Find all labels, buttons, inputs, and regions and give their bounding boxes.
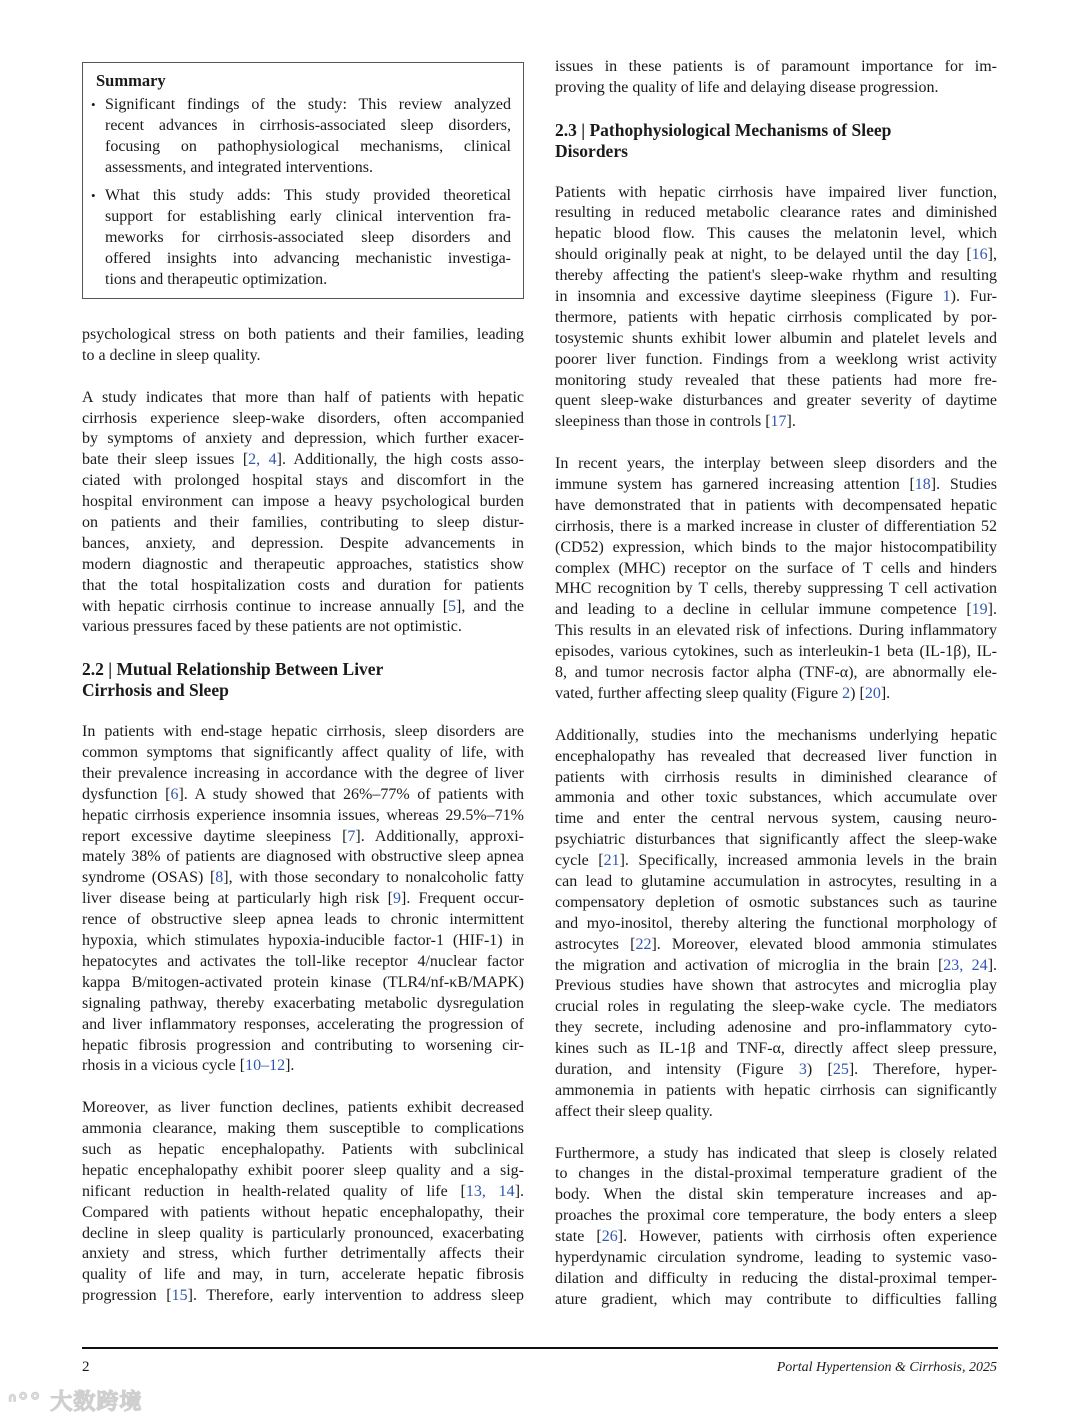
text-line bbox=[555, 454, 997, 475]
text-line bbox=[82, 346, 524, 367]
text-line bbox=[82, 325, 524, 346]
line-text: hyperdynamic circulation syndrome, leading to systemic vaso- bbox=[555, 1248, 997, 1266]
text-line bbox=[555, 57, 997, 78]
paragraph bbox=[555, 726, 997, 1123]
text-line bbox=[555, 371, 997, 392]
line-text: kines such as IL-1β and TNF-α, directly affect sleep pressure, bbox=[555, 1040, 997, 1058]
line-text: Previous studies have shown that astrocytes and microglia play bbox=[555, 977, 997, 995]
text-line bbox=[555, 788, 997, 809]
line-text: hepatocytes and activates the toll-like receptor 4/nuclear factor bbox=[82, 952, 524, 970]
text-line bbox=[555, 78, 997, 99]
summary-line bbox=[105, 270, 511, 291]
citation-link[interactable]: 7 bbox=[347, 827, 356, 845]
text-line bbox=[555, 1164, 997, 1185]
text-line bbox=[555, 747, 997, 768]
line-text: episodes, various cytokines, such as interleukin-1 beta (IL-1β), IL- bbox=[555, 643, 997, 661]
citation-link[interactable]: 15 bbox=[171, 1287, 188, 1305]
paragraph bbox=[82, 722, 524, 1077]
line-text: mately 38% of patients are diagnosed with obstructive sleep apnea bbox=[82, 848, 524, 866]
text-line bbox=[82, 1161, 524, 1182]
line-text: body. When the distal skin temperature increases and ap- bbox=[555, 1186, 997, 1204]
text-line bbox=[82, 597, 524, 618]
line-text: the migration and activation of microglia in the brain [23, 24]. bbox=[555, 956, 998, 974]
line-text: decline in sleep quality is particularly pronounced, exacerbating bbox=[82, 1224, 524, 1242]
text-line bbox=[555, 1248, 997, 1269]
line-text: assessments, and integrated interventions. bbox=[105, 158, 373, 176]
citation-link[interactable]: 17 bbox=[770, 413, 787, 431]
line-text: compensatory depletion of osmotic substances such as taurine bbox=[555, 893, 997, 911]
line-text: sleepiness than those in controls [17]. bbox=[555, 413, 796, 431]
line-text: various pressures faced by these patients are not optimistic. bbox=[82, 618, 462, 636]
text-line bbox=[82, 827, 524, 848]
text-line bbox=[82, 1119, 524, 1140]
line-text: hepatic encephalopathy exhibit poorer sleep quality and a sig- bbox=[82, 1161, 524, 1179]
line-text: 2.2 | Mutual Relationship Between Liver bbox=[82, 659, 384, 680]
line-text: and liver inflammatory responses, accelerating the progression of bbox=[82, 1015, 524, 1033]
text-line bbox=[555, 1206, 997, 1227]
line-text: dilation and difficulty in reducing the distal-proximal temper- bbox=[555, 1269, 997, 1287]
line-text: hypoxia, which stimulates hypoxia-inducible factor-1 (HIF-1) in bbox=[82, 932, 524, 950]
line-text: should originally peak at night, to be delayed until the day [16], bbox=[555, 246, 997, 264]
citation-link[interactable]: 10–12 bbox=[245, 1057, 286, 1075]
line-text: MHC recognition by T cells, thereby suppressing T cell activation bbox=[555, 580, 997, 598]
text-line bbox=[555, 183, 997, 204]
text-line bbox=[82, 513, 524, 534]
summary-line bbox=[105, 137, 511, 158]
line-text: and leading to a decline in cellular immune competence [19]. bbox=[555, 601, 997, 619]
line-text: modern diagnostic and therapeutic approaches, statistics show bbox=[82, 555, 524, 573]
line-text: have demonstrated that in patients with decompensated hepatic bbox=[555, 496, 997, 514]
text-line bbox=[82, 722, 524, 743]
text-line bbox=[555, 1060, 997, 1081]
summary-line bbox=[105, 228, 511, 249]
line-text: Moreover, as liver function declines, patients exhibit decreased bbox=[82, 1099, 524, 1117]
line-text: and myo-inositol, thereby altering the functional morphology of bbox=[555, 914, 997, 932]
text-line bbox=[555, 559, 997, 580]
line-text: support for establishing early clinical intervention fra- bbox=[105, 207, 511, 225]
line-text: progression [15]. Therefore, early intervention to address sleep bbox=[82, 1287, 525, 1305]
line-text: liver disease being at particularly high risk [9]. Frequent occur- bbox=[82, 890, 524, 908]
text-line bbox=[82, 847, 524, 868]
figure-link[interactable]: 1 bbox=[942, 288, 951, 306]
summary-line bbox=[105, 249, 511, 270]
left-column bbox=[82, 325, 524, 1328]
text-line bbox=[555, 496, 997, 517]
text-line bbox=[555, 517, 997, 538]
text-line bbox=[82, 534, 524, 555]
line-text: bances, anxiety, and depression. Despite advancements in bbox=[82, 534, 524, 552]
text-line bbox=[555, 851, 997, 872]
line-text: immune system has garnered increasing attention [18]. Studies bbox=[555, 476, 998, 494]
line-text: meworks for cirrhosis-associated sleep disorders and bbox=[105, 228, 511, 246]
citation-link[interactable]: 16 bbox=[971, 246, 988, 264]
text-line bbox=[82, 952, 524, 973]
summary-line bbox=[105, 116, 511, 137]
citation-link[interactable]: 9 bbox=[393, 890, 401, 908]
line-text: on patients and their families, contributing to sleep distur- bbox=[82, 514, 524, 532]
heading-line bbox=[555, 141, 997, 162]
line-text: cycle [21]. Specifically, increased ammonia levels in the brain bbox=[555, 852, 997, 870]
line-text: encephalopathy has revealed that decreased liver function in bbox=[555, 747, 997, 765]
text-line bbox=[82, 617, 524, 638]
line-text: psychiatric disturbances that significantly affect the sleep-wake bbox=[555, 831, 997, 849]
paragraph bbox=[82, 1098, 524, 1307]
line-text: ciated with prolonged hospital stays and discomfort in the bbox=[82, 472, 524, 490]
line-text: crucial roles in regulating the sleep-wake cycle. The mediators bbox=[555, 998, 997, 1016]
text-line bbox=[555, 245, 997, 266]
text-line bbox=[82, 409, 524, 430]
text-line bbox=[555, 600, 997, 621]
line-text: Furthermore, a study has indicated that sleep is closely related bbox=[555, 1144, 997, 1162]
line-text: they secrete, including adenosine and pro-inflammatory cyto- bbox=[555, 1019, 997, 1037]
text-line bbox=[555, 684, 997, 705]
line-text: offered insights into advancing mechanistic investiga- bbox=[105, 249, 511, 267]
line-text: cirrhosis experience sleep-wake disorders, often accompanied bbox=[82, 409, 524, 427]
text-line bbox=[82, 1098, 524, 1119]
line-text: patients with cirrhosis results in diminished clearance of bbox=[555, 768, 997, 786]
paragraph bbox=[82, 325, 524, 367]
citation-link[interactable]: 20 bbox=[864, 684, 881, 702]
line-text: thereby affecting the patient's sleep-wake rhythm and resulting bbox=[555, 267, 997, 285]
text-line bbox=[555, 872, 997, 893]
line-text: anxiety and stress, which further detrimentally affects their bbox=[82, 1245, 524, 1263]
line-text: ammonemia in patients with hepatic cirrhosis can significantly bbox=[555, 1081, 997, 1099]
summary-line bbox=[105, 95, 511, 116]
text-line bbox=[82, 429, 524, 450]
line-text: such as hepatic encephalopathy. Patients with subclinical bbox=[82, 1140, 524, 1158]
text-line bbox=[555, 203, 997, 224]
line-text: ammonia and other toxic substances, which accumulate over bbox=[555, 789, 997, 807]
section-heading bbox=[82, 659, 524, 701]
heading-line bbox=[82, 659, 524, 680]
line-text: Cirrhosis and Sleep bbox=[82, 680, 229, 701]
citation-link[interactable]: 22 bbox=[635, 935, 652, 953]
text-line bbox=[82, 471, 524, 492]
heading-line bbox=[82, 680, 524, 701]
line-text: kappa B/mitogen-activated protein kinase (TLR4/nf-κB/MAPK) bbox=[82, 973, 524, 991]
text-line bbox=[82, 1140, 524, 1161]
text-line bbox=[555, 579, 997, 600]
line-text: In recent years, the interplay between sleep disorders and the bbox=[555, 455, 997, 473]
line-text: monitoring study revealed that these patients had more fre- bbox=[555, 371, 997, 389]
text-line bbox=[555, 224, 997, 245]
line-text: hepatic blood flow. This causes the melatonin level, which bbox=[555, 225, 997, 243]
citation-link[interactable]: 19 bbox=[971, 601, 988, 619]
text-line bbox=[555, 1290, 997, 1311]
text-line bbox=[555, 1081, 997, 1102]
line-text: rence of obstructive sleep apnea leads to chronic intermittent bbox=[82, 911, 524, 929]
line-text: state [26]. However, patients with cirrhosis often experience bbox=[555, 1228, 997, 1246]
text-line bbox=[82, 931, 524, 952]
line-text: proaches the proximal core temperature, the body enters a sleep bbox=[555, 1207, 997, 1225]
paragraph bbox=[555, 57, 997, 99]
line-text: hepatic fibrosis progression and contributing to worsening cir- bbox=[82, 1036, 524, 1054]
text-line bbox=[555, 329, 997, 350]
summary-title: Summary bbox=[96, 71, 166, 90]
line-text: tosystemic shunts exhibit lower albumin and platelet levels and bbox=[555, 329, 997, 347]
line-text: What this study adds: This study provided theoretical bbox=[105, 187, 511, 204]
line-text: syndrome (OSAS) [8], with those secondary to nonalcoholic fatty bbox=[82, 869, 524, 887]
paragraph bbox=[555, 1144, 997, 1311]
text-line bbox=[82, 743, 524, 764]
line-text: recent advances in cirrhosis-associated sleep disorders, bbox=[105, 116, 511, 134]
text-line bbox=[82, 1182, 524, 1203]
line-text: In patients with end-stage hepatic cirrhosis, sleep disorders are bbox=[82, 723, 524, 741]
line-text: can lead to glutamine accumulation in astrocytes, resulting in a bbox=[555, 872, 997, 890]
line-text: duration, and intensity (Figure 3) [25]. Therefore, hyper- bbox=[555, 1060, 997, 1078]
line-text: psychological stress on both patients and their families, leading bbox=[82, 326, 524, 343]
section-heading bbox=[555, 120, 997, 162]
line-text: time and enter the central nervous system, causing neuro- bbox=[555, 810, 997, 828]
summary-bullet-findings bbox=[105, 95, 511, 179]
line-text: ature gradient, which may contribute to difficulties falling bbox=[555, 1290, 997, 1308]
line-text: hepatic cirrhosis experience insomnia issues, whereas 29.5%–71% bbox=[82, 806, 524, 824]
citation-link[interactable]: 8 bbox=[215, 869, 224, 887]
journal-name: Portal Hypertension & Cirrhosis, 2025 bbox=[776, 1360, 997, 1375]
text-line bbox=[555, 1185, 997, 1206]
figure-link[interactable]: 3 bbox=[798, 1060, 807, 1078]
line-text: quality of life and may, in turn, accelerate hepatic fibrosis bbox=[82, 1266, 524, 1284]
text-line bbox=[82, 785, 524, 806]
text-line bbox=[555, 997, 997, 1018]
citation-link[interactable]: 5 bbox=[448, 597, 457, 615]
text-line bbox=[82, 1056, 524, 1077]
citation-link[interactable]: 18 bbox=[914, 476, 931, 494]
line-text: bate their sleep issues [2, 4]. Additionally, the high costs asso- bbox=[82, 451, 524, 469]
line-text: resulting in reduced metabolic clearance rates and diminished bbox=[555, 204, 997, 222]
line-text: with hepatic cirrhosis continue to increase annually [5], and the bbox=[82, 597, 525, 615]
text-line bbox=[82, 576, 524, 597]
text-line bbox=[555, 809, 997, 830]
citation-link[interactable]: 2, 4 bbox=[248, 451, 277, 469]
text-line bbox=[555, 893, 997, 914]
text-line bbox=[82, 492, 524, 513]
line-text: signaling pathway, thereby exacerbating metabolic dysregulation bbox=[82, 994, 524, 1012]
citation-link[interactable]: 23, 24 bbox=[943, 956, 988, 974]
text-line bbox=[82, 1265, 524, 1286]
text-line bbox=[555, 663, 997, 684]
text-line bbox=[82, 764, 524, 785]
text-line bbox=[555, 538, 997, 559]
text-line bbox=[82, 1244, 524, 1265]
citation-link[interactable]: 13, 14 bbox=[465, 1182, 515, 1200]
line-text: complex (MHC) receptor on the surface of T cells and hinders bbox=[555, 559, 997, 577]
line-text: cirrhosis, there is a marked increase in cluster of differentiation 52 bbox=[555, 517, 997, 535]
text-line bbox=[555, 1227, 997, 1248]
line-text: common symptoms that significantly affect quality of life, with bbox=[82, 744, 524, 762]
line-text: to changes in the distal-proximal temperature gradient of the bbox=[555, 1165, 997, 1183]
text-line bbox=[555, 266, 997, 287]
paragraph bbox=[555, 454, 997, 705]
line-text: astrocytes [22]. Moreover, elevated blood ammonia stimulates bbox=[555, 935, 997, 953]
line-text: A study indicates that more than half of patients with hepatic bbox=[82, 388, 524, 406]
page-number: 2 bbox=[82, 1359, 90, 1375]
text-line bbox=[555, 350, 997, 371]
text-line bbox=[555, 768, 997, 789]
text-line bbox=[555, 1039, 997, 1060]
text-line bbox=[555, 976, 997, 997]
line-text: quent sleep-wake disturbances and greater severity of daytime bbox=[555, 392, 997, 410]
text-line bbox=[555, 412, 997, 433]
text-line bbox=[555, 1102, 997, 1123]
line-text: Significant findings of the study: This review analyzed bbox=[105, 96, 511, 113]
text-line bbox=[555, 1269, 997, 1290]
text-line bbox=[555, 308, 997, 329]
line-text: that the total hospitalization costs and duration for patients bbox=[82, 576, 524, 594]
citation-link[interactable]: 26 bbox=[601, 1228, 618, 1246]
text-line bbox=[82, 973, 524, 994]
line-text: focusing on pathophysiological mechanisms, clinical bbox=[105, 137, 511, 155]
text-line bbox=[82, 388, 524, 409]
paragraph bbox=[555, 183, 997, 434]
line-text: issues in these patients is of paramount importance for im- bbox=[555, 58, 997, 75]
text-line bbox=[82, 889, 524, 910]
line-text: affect their sleep quality. bbox=[555, 1102, 713, 1120]
text-line bbox=[555, 621, 997, 642]
line-text: proving the quality of life and delaying disease progression. bbox=[555, 78, 939, 96]
text-line bbox=[555, 914, 997, 935]
line-text: report excessive daytime sleepiness [7]. Additionally, approxi- bbox=[82, 827, 524, 845]
citation-link[interactable]: 25 bbox=[832, 1060, 849, 1078]
line-text: their prevalence increasing in accordance with the degree of liver bbox=[82, 764, 524, 782]
summary-line bbox=[105, 207, 511, 228]
text-line bbox=[82, 1286, 524, 1307]
text-line bbox=[555, 391, 997, 412]
line-text: dysfunction [6]. A study showed that 26%–77% of patients with bbox=[82, 785, 525, 803]
text-line bbox=[82, 868, 524, 889]
figure-link[interactable]: 2 bbox=[842, 684, 851, 702]
line-text: by symptoms of anxiety and depression, which further exacer- bbox=[82, 430, 524, 448]
line-text: nificant reduction in health-related quality of life [13, 14]. bbox=[82, 1182, 525, 1200]
line-text: thermore, patients with hepatic cirrhosis complicated by por- bbox=[555, 308, 997, 326]
text-line bbox=[555, 287, 997, 308]
text-line bbox=[82, 994, 524, 1015]
line-text: to a decline in sleep quality. bbox=[82, 346, 261, 364]
text-line bbox=[555, 935, 997, 956]
line-text: ammonia clearance, making them susceptible to complications bbox=[82, 1120, 524, 1138]
paragraph bbox=[82, 388, 524, 639]
line-text: Compared with patients without hepatic encephalopathy, their bbox=[82, 1203, 524, 1221]
text-line bbox=[82, 555, 524, 576]
text-line bbox=[82, 1036, 524, 1057]
line-text: Patients with hepatic cirrhosis have impaired liver function, bbox=[555, 183, 997, 201]
citation-link[interactable]: 21 bbox=[603, 852, 620, 870]
text-line bbox=[555, 956, 997, 977]
text-line bbox=[555, 830, 997, 851]
text-line bbox=[555, 1018, 997, 1039]
text-line bbox=[82, 910, 524, 931]
line-text: 8, and tumor necrosis factor alpha (TNF-α), are abnormally ele- bbox=[555, 664, 997, 682]
summary-line bbox=[105, 186, 511, 207]
line-text: Disorders bbox=[555, 140, 628, 161]
right-column bbox=[555, 57, 997, 1332]
line-text: in insomnia and excessive daytime sleepiness (Figure 1). Fur- bbox=[555, 288, 998, 306]
line-text: rhosis in a vicious cycle [10–12]. bbox=[82, 1057, 295, 1075]
line-text: hospital environment can impose a heavy psychological burden bbox=[82, 493, 524, 511]
line-text: vated, further affecting sleep quality (Figure 2) [20]. bbox=[555, 684, 891, 702]
text-line bbox=[555, 726, 997, 747]
line-text: 2.3 | Pathophysiological Mechanisms of Sleep bbox=[555, 119, 892, 140]
line-text: This results in an elevated risk of infections. During inflammatory bbox=[555, 622, 997, 640]
footer-divider bbox=[82, 1347, 998, 1349]
line-text: poorer liver function. Findings from a weeklong wrist activity bbox=[555, 350, 997, 368]
line-text: tions and therapeutic optimization. bbox=[105, 270, 328, 288]
heading-line bbox=[555, 120, 997, 141]
text-line bbox=[82, 1015, 524, 1036]
text-line bbox=[555, 475, 997, 496]
text-line bbox=[555, 1144, 997, 1165]
text-line bbox=[82, 1203, 524, 1224]
summary-bullet-adds bbox=[105, 186, 511, 290]
text-line bbox=[555, 642, 997, 663]
line-text: Additionally, studies into the mechanisms underlying hepatic bbox=[555, 726, 997, 744]
text-line bbox=[82, 450, 524, 471]
summary-box bbox=[82, 62, 524, 299]
text-line bbox=[82, 806, 524, 827]
line-text: (CD52) expression, which binds to the major histocompatibility bbox=[555, 538, 997, 556]
citation-link[interactable]: 6 bbox=[170, 785, 179, 803]
text-line bbox=[82, 1224, 524, 1245]
summary-line bbox=[105, 158, 511, 179]
watermark-logo: ᐢ°° 大数跨境 bbox=[8, 1390, 143, 1415]
